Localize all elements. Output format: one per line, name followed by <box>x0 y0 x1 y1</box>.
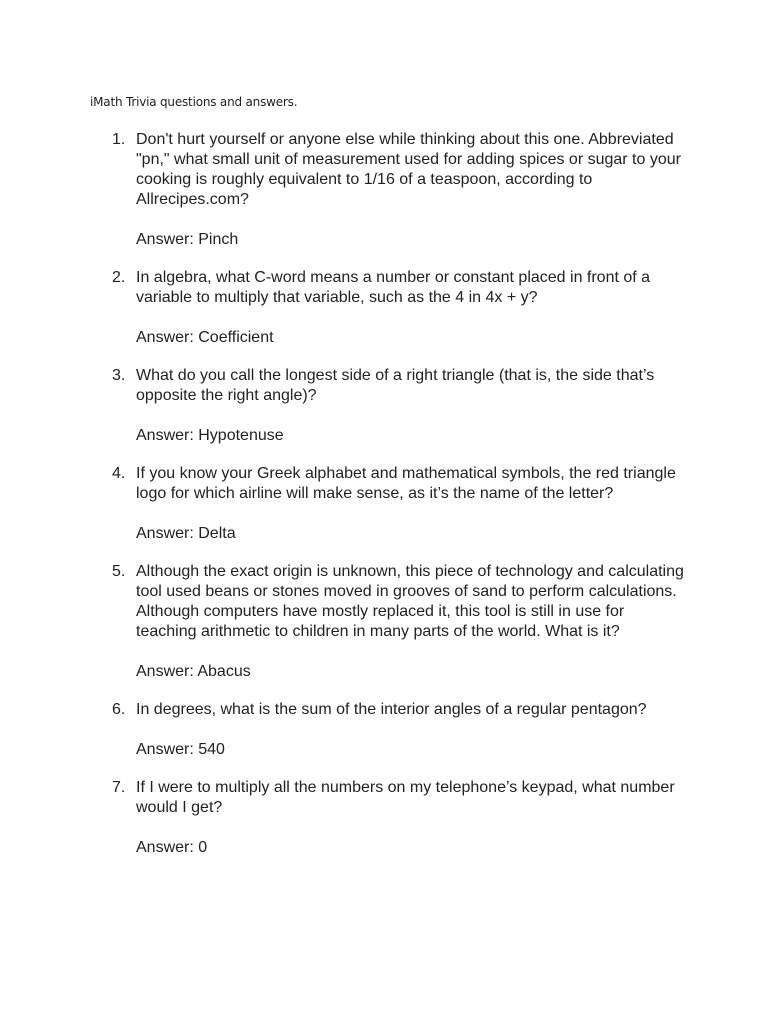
item-number: 6. <box>112 701 126 718</box>
trivia-item-2 <box>110 268 685 348</box>
answer-text: Answer: 540 <box>136 741 225 758</box>
trivia-list <box>110 130 685 876</box>
item-number: 1. <box>112 131 126 148</box>
question-text: In degrees, what is the sum of the interior angles of a regular pentagon? <box>136 701 647 718</box>
answer-text: Answer: Hypotenuse <box>136 427 284 444</box>
question-text: Although the exact origin is unknown, this piece of technology and calculating tool used beans or stones moved in grooves of sand to perform calculations. Although computers have mostly replaced it, this tool is still in use for teaching arithmetic to children in many parts of the world. What is it? <box>136 563 684 640</box>
question-text: What do you call the longest side of a right triangle (that is, the side that’s opposite the right angle)? <box>136 367 655 404</box>
item-number: 7. <box>112 779 126 796</box>
item-number: 3. <box>112 367 126 384</box>
trivia-item-7 <box>110 778 685 858</box>
trivia-item-5 <box>110 562 685 682</box>
answer-text: Answer: Delta <box>136 525 236 542</box>
question-text: Don't hurt yourself or anyone else while thinking about this one. Abbreviated "pn," what small unit of measurement used for adding spices or sugar to your cooking is roughly equivalent to 1/16 of a teaspoon, according to Allrecipes.com? <box>136 131 681 208</box>
question-text: If I were to multiply all the numbers on my telephone’s keypad, what number would I get? <box>136 779 675 816</box>
item-number: 4. <box>112 465 126 482</box>
item-number: 5. <box>112 563 126 580</box>
trivia-item-6 <box>110 700 685 760</box>
answer-text: Answer: Coefficient <box>136 329 274 346</box>
answer-text: Answer: Abacus <box>136 663 251 680</box>
trivia-item-3 <box>110 366 685 446</box>
answer-text: Answer: 0 <box>136 839 208 856</box>
trivia-item-4 <box>110 464 685 544</box>
item-number: 2. <box>112 269 126 286</box>
question-text: If you know your Greek alphabet and mathematical symbols, the red triangle logo for which airline will make sense, as it’s the name of the letter? <box>136 465 676 502</box>
trivia-item-1 <box>110 130 685 250</box>
question-text: In algebra, what C-word means a number or constant placed in front of a variable to multiply that variable, such as the 4 in 4x + y? <box>136 269 651 306</box>
answer-text: Answer: Pinch <box>136 231 239 248</box>
document-title: iMath Trivia questions and answers. <box>90 95 298 109</box>
